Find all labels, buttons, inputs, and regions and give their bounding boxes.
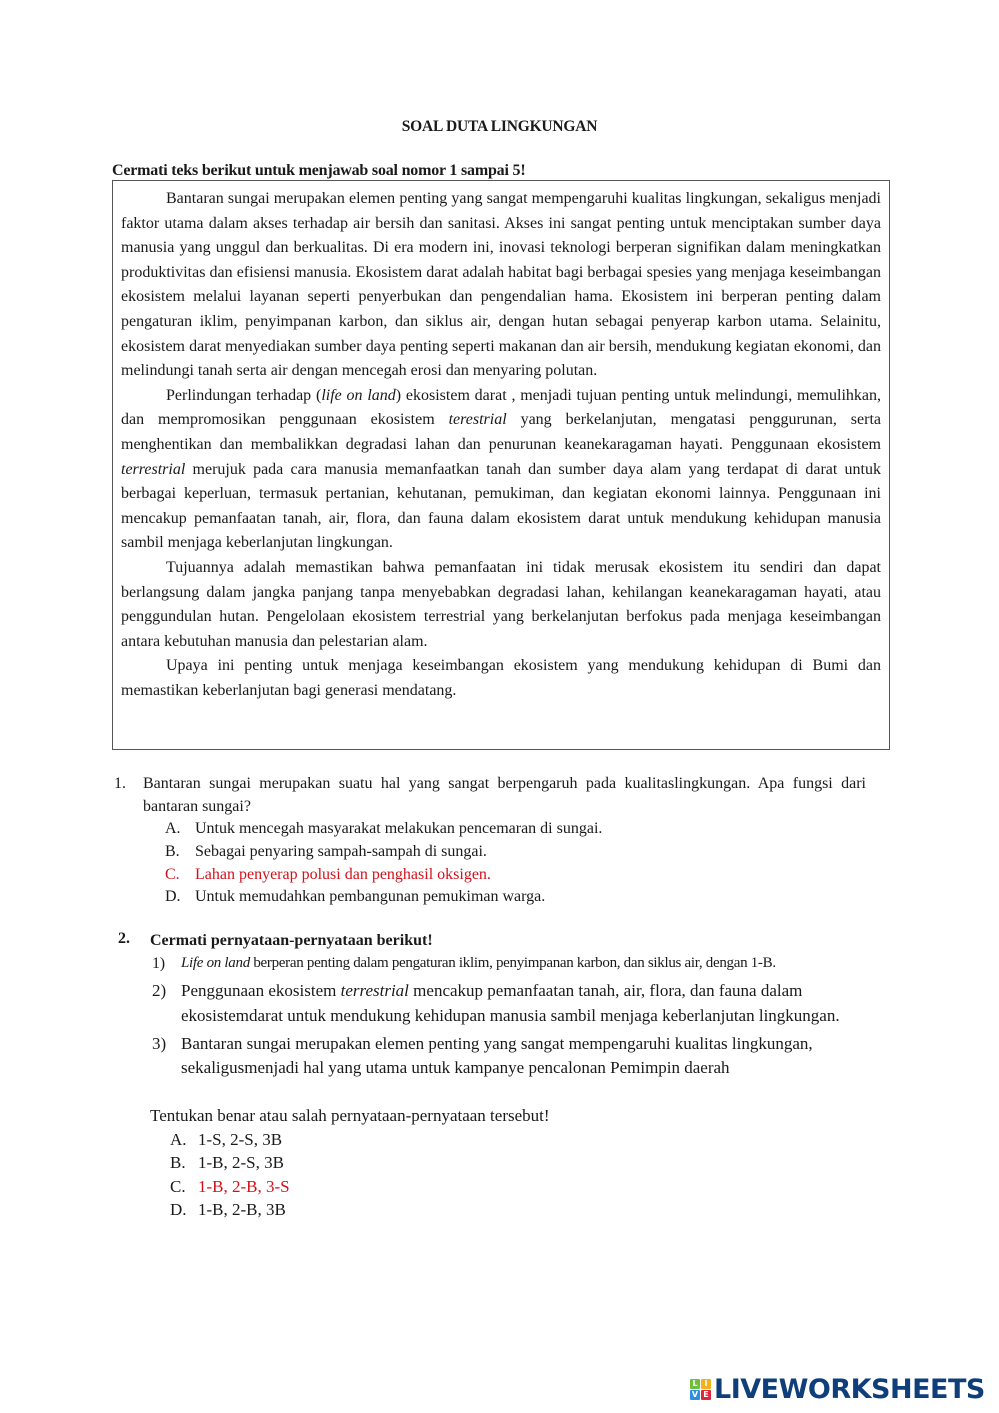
answer-option-b[interactable] bbox=[165, 841, 866, 864]
question-prompt: Tentukan benar atau salah pernyataan-pernyataan tersebut! bbox=[150, 1105, 550, 1125]
passage-paragraph-2 bbox=[121, 384, 881, 556]
option-letter: D. bbox=[165, 888, 181, 906]
question-number: 2. bbox=[118, 930, 130, 947]
statement-1 bbox=[152, 954, 878, 974]
passage-italic-term: terestrial bbox=[448, 411, 507, 429]
option-text: Untuk mencegah masyarakat melakukan pencemaran di sungai. bbox=[195, 820, 603, 837]
option-letter: C. bbox=[170, 1176, 186, 1196]
question-2 bbox=[118, 930, 878, 1222]
statement-2 bbox=[152, 978, 878, 1028]
statement-text: berperan penting dalam pengaturan iklim, penyimpanan karbon, dan siklus air, dengan 1-B. bbox=[249, 955, 776, 971]
answer-option-d[interactable] bbox=[170, 1198, 878, 1222]
page-title: SOAL DUTA LINGKUNGAN bbox=[401, 118, 598, 135]
answer-option-b[interactable] bbox=[170, 1151, 878, 1175]
statement-text: Bantaran sungai merupakan elemen penting yang sangat mempengaruhi kualitas lingkungan, sekaligusmenjadi hal yang utama untuk kampanye pencalonan Pemimpin daerah bbox=[181, 1033, 813, 1077]
answer-option-a[interactable] bbox=[165, 818, 866, 841]
logo-tile: L bbox=[690, 1379, 700, 1389]
option-text: Lahan penyerap polusi dan penghasil oksigen. bbox=[195, 865, 491, 883]
logo-tile: E bbox=[701, 1390, 711, 1400]
passage-paragraph-3: Tujuannya adalah memastikan bahwa pemanfaatan ini tidak merusak ekosistem itu sendiri dan dapat berlangsung dalam jangka panjang tanpa menyebabkan degradasi lahan, kehilangan keanekaragaman hayati, atau penggundulan hutan. Pengelolaan ekosistem terrestrial yang berkelanjutan berfokus pada menjaga keseimbangan antara kebutuhan manusia dan pelestarian alam. bbox=[121, 558, 881, 650]
option-letter: A. bbox=[165, 820, 181, 837]
statement-italic-term: Life on land bbox=[181, 955, 250, 971]
option-text: 1-B, 2-B, 3-S bbox=[198, 1176, 290, 1196]
option-text: 1-B, 2-S, 3B bbox=[198, 1153, 284, 1172]
statement-text: mencakup pemanfaatan tanah, air, flora, dan fauna dalam ekosistemdarat untuk mendukung kehidupan manusia sambil menjaga keberlanjutan lingkungan. bbox=[181, 980, 840, 1025]
statement-text: Penggunaan ekosistem bbox=[181, 980, 341, 1000]
logo-tile: I bbox=[701, 1379, 711, 1389]
answer-option-a[interactable] bbox=[170, 1128, 878, 1152]
statement-list bbox=[152, 954, 878, 1080]
answer-options bbox=[170, 1128, 878, 1222]
reading-passage-box bbox=[112, 180, 890, 750]
answer-option-c[interactable] bbox=[165, 864, 866, 887]
option-letter: D. bbox=[170, 1200, 187, 1219]
statement-number: 2) bbox=[152, 980, 167, 1000]
statement-3 bbox=[152, 1032, 878, 1080]
question-stem: Bantaran sungai merupakan suatu hal yang sangat berpengaruh pada kualitaslingkungan. Apa fungsi dari bantaran sungai? bbox=[143, 775, 866, 815]
option-text: 1-S, 2-S, 3B bbox=[198, 1129, 283, 1149]
statement-number: 3) bbox=[152, 1033, 167, 1053]
live-tiles-icon bbox=[690, 1379, 711, 1400]
passage-text: merujuk pada cara manusia memanfaatkan tanah dan sumber daya alam yang terdapat di darat untuk berbagai keperluan, termasuk pertanian, kehutanan, pemukiman, dan kegiatan ekonomi lainnya. Penggunaan ini mencakup pemanfaatan tanah, air, flora, dan fauna dalam ekosistem darat untuk mendukung kehidupan manusia sambil menjaga keberlanjutan lingkungan. bbox=[121, 460, 881, 552]
passage-text: Perlindungan terhadap ( bbox=[166, 386, 322, 404]
option-letter: A. bbox=[170, 1129, 187, 1149]
logo-wordmark: LIVEWORKSHEETS bbox=[714, 1373, 985, 1405]
option-letter: B. bbox=[170, 1153, 186, 1172]
question-number: 1. bbox=[114, 775, 126, 792]
option-letter: B. bbox=[165, 842, 180, 860]
option-text: Sebagai penyaring sampah-sampah di sungai. bbox=[195, 842, 487, 860]
liveworksheets-logo[interactable] bbox=[690, 1374, 985, 1404]
answer-options bbox=[165, 818, 866, 909]
passage-paragraph-4: Upaya ini penting untuk menjaga keseimbangan ekosistem yang mendukung kehidupan di Bumi dan memastikan keberlanjutan bagi generasi mendatang. bbox=[121, 657, 881, 699]
answer-option-c[interactable] bbox=[170, 1175, 878, 1199]
answer-option-d[interactable] bbox=[165, 886, 866, 909]
statement-italic-term: terrestrial bbox=[340, 980, 409, 1000]
passage-paragraph-1: Bantaran sungai merupakan elemen penting yang sangat mempengaruhi kualitas lingkungan, sekaligus menjadi faktor utama dalam akses terhadap air bersih dan sanitasi. Akses ini sangat penting untuk menciptakan sumber daya manusia yang unggul dan berkualitas. Di era modern ini, inovasi teknologi berperan signifikan dalam meningkatkan produktivitas dan efisiensi manusia. Ekosistem darat adalah habitat bagi berbagai spesies yang menjaga keseimbangan ekosistem melalui layanan seperti penyerbukan dan pengendalian hama. Ekosistem ini berperan penting dalam pengaturan iklim, penyimpanan karbon, dan siklus air, dengan hutan sebagai penyerap karbon utama. Selainitu, ekosistem darat menyediakan sumber daya penting seperti makanan dan air bersih, mendukung kegiatan ekonomi, dan melindungi tanah serta air dengan mencegah erosi dan menyaring polutan. bbox=[121, 190, 881, 380]
passage-italic-term: life on land bbox=[321, 386, 396, 404]
option-text: Untuk memudahkan pembangunan pemukiman warga. bbox=[195, 888, 546, 906]
reading-instruction: Cermati teks berikut untuk menjawab soal nomor 1 sampai 5! bbox=[112, 162, 526, 179]
option-letter: C. bbox=[165, 865, 180, 883]
question-1 bbox=[114, 773, 866, 909]
statement-number: 1) bbox=[152, 955, 165, 972]
logo-tile: V bbox=[691, 1390, 699, 1399]
passage-text: yang berkelanjutan, mengatasi penggurunan, serta menghentikan dan membalikkan degradasi lahan dan penurunan keanekaragaman hayati. Penggunaan ekosistem bbox=[121, 411, 882, 453]
passage-text: ) ekosistem darat , menjadi tujuan penting untuk melindungi, memulihkan, dan mempromosikan penggunaan ekosistem bbox=[121, 386, 881, 429]
passage-italic-term: terrestrial bbox=[121, 460, 186, 478]
option-text: 1-B, 2-B, 3B bbox=[198, 1200, 286, 1219]
question-heading: Cermati pernyataan-pernyataan berikut! bbox=[150, 932, 433, 949]
